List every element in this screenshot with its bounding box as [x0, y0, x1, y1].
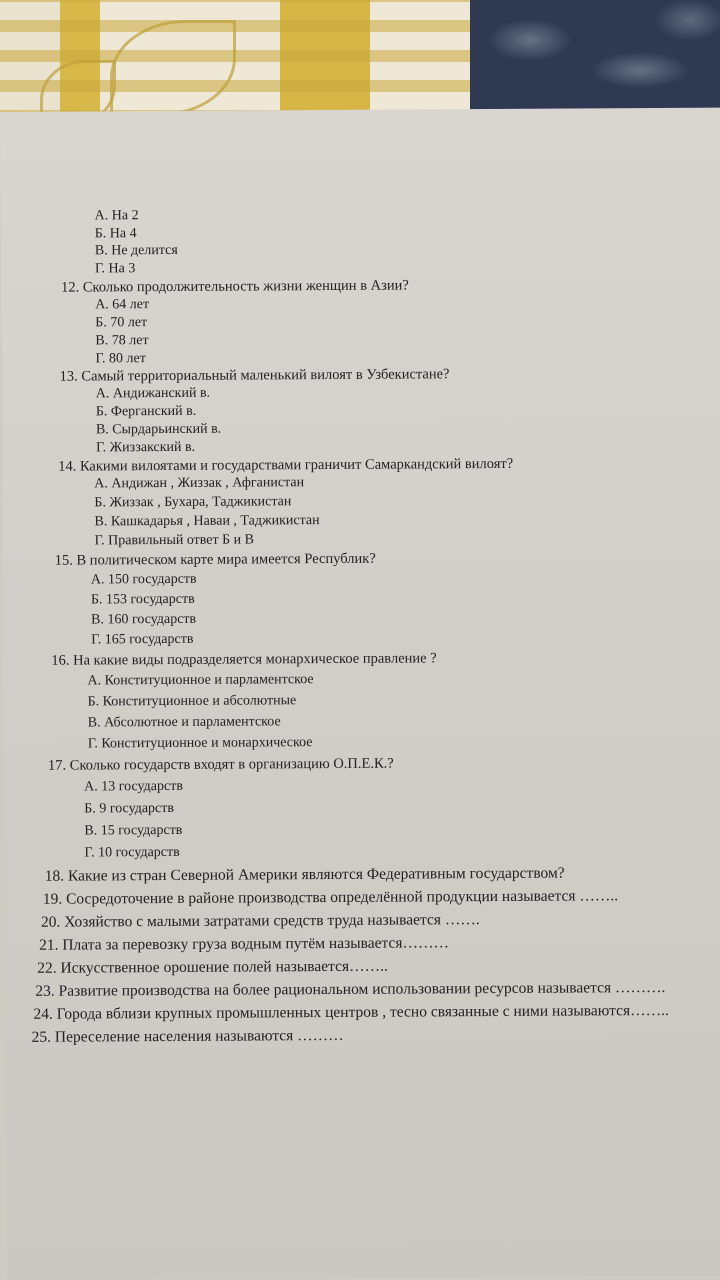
option: Г. На 3	[94, 261, 136, 277]
question-21: 21. Плата за перевозку груза водным путём называется………	[39, 934, 449, 954]
option: А. Конституционное и парламентское	[87, 672, 314, 689]
question-15: 15. В политическом карте мира имеется Республик?	[54, 550, 376, 569]
option: В. Сырдарьинский в.	[95, 421, 222, 438]
option: Б. Жиззак , Бухара, Таджикистан	[94, 494, 292, 511]
option: Б. На 4	[94, 226, 137, 242]
option: В. Абсолютное и парламентское	[87, 714, 281, 731]
option: А. Андижан , Жиззак , Афганистан	[94, 475, 305, 492]
option: В. 15 государств	[84, 822, 183, 839]
option: Г. 165 государств	[91, 631, 194, 648]
option: А. 13 государств	[84, 778, 183, 795]
option: А. Андижанский в.	[95, 385, 211, 402]
option: Б. Ферганский в.	[95, 403, 197, 420]
question-25: 25. Переселение населения называются ………	[31, 1026, 344, 1046]
option: Г. 10 государств	[84, 844, 180, 861]
option: Г. Жиззакский в.	[96, 439, 196, 456]
option: Г. 80 лет	[95, 351, 146, 367]
question-19: 19. Сосредоточение в районе производства определённой продукции называется ……..	[42, 887, 619, 908]
question-13: 13. Самый территориальный маленький вилоят в Узбекистане?	[59, 366, 450, 385]
question-20: 20. Хозяйство с малыми затратами средств труда называется …….	[40, 911, 480, 931]
option: Г. Правильный ответ Б и В	[94, 532, 255, 549]
option: А. 64 лет	[95, 297, 150, 313]
option: В. Кашкадарья , Наваи , Таджикистан	[94, 513, 320, 530]
option: Б. 9 государств	[84, 800, 175, 817]
question-16: 16. На какие виды подразделяется монархическое правление ?	[51, 650, 437, 669]
question-24: 24. Города вблизи крупных промышленных центров , тесно связанные с ними называются……..	[33, 1001, 669, 1023]
question-14: 14. Какими вилоятами и государствами граничит Самаркандский вилоят?	[58, 455, 514, 475]
question-18: 18. Какие из стран Северной Америки являются Федеративным государством?	[44, 864, 565, 885]
option: Б. 153 государств	[90, 591, 195, 608]
option: А. 150 государств	[90, 571, 197, 588]
option: В. Не делится	[94, 242, 178, 259]
test-sheet	[0, 108, 720, 1280]
option: Г. Конституционное и монархическое	[87, 735, 313, 752]
option: А. На 2	[94, 208, 139, 224]
question-22: 22. Искусственное орошение полей называется……..	[37, 957, 388, 977]
question-17: 17. Сколько государств входят в организацию О.П.Е.К.?	[47, 755, 394, 774]
option: В. 78 лет	[95, 333, 149, 349]
question-23: 23. Развитие производства на более рациональном использовании ресурсов называется ……….	[35, 978, 666, 1000]
option: Б. 70 лет	[95, 315, 148, 331]
option: Б. Конституционное и абсолютные	[87, 693, 297, 710]
leaf-pattern	[110, 20, 236, 116]
question-12: 12. Сколько продолжительность жизни женщин в Азии?	[61, 277, 409, 296]
option: В. 160 государств	[91, 611, 197, 628]
